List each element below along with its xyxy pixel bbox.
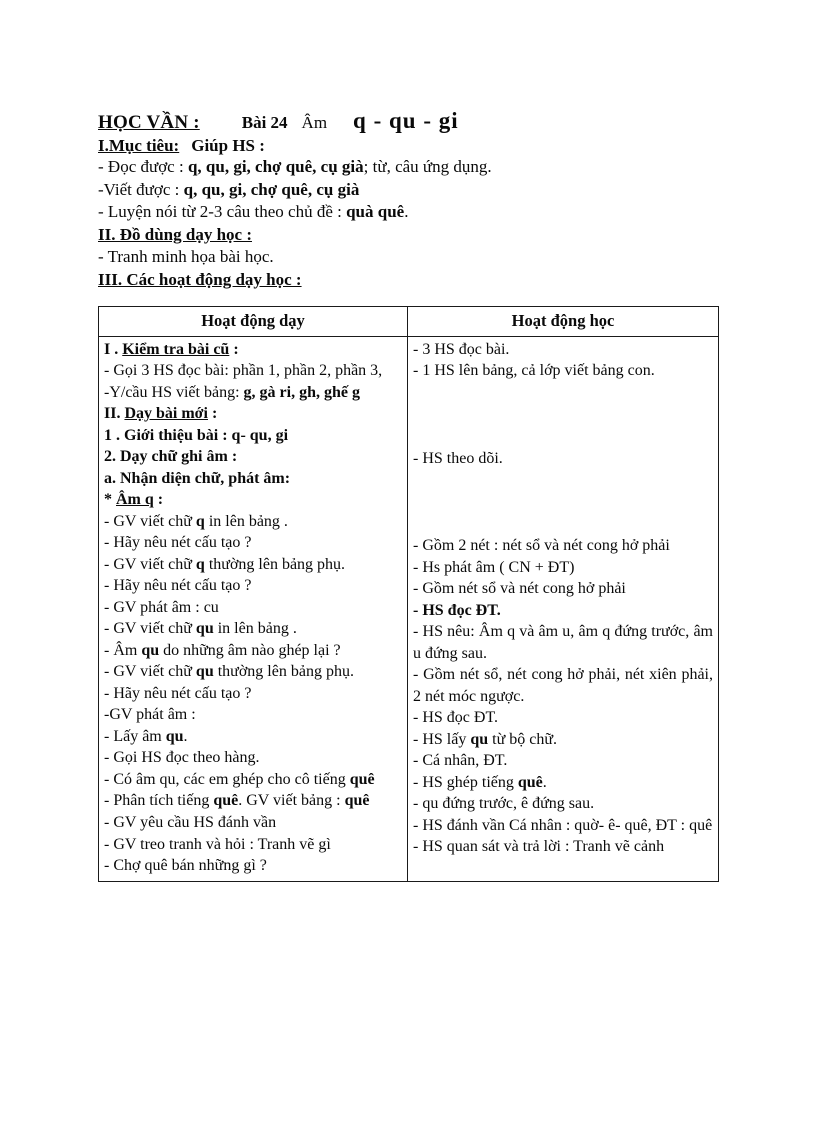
heading-phonemes: q - qu - gi <box>353 108 459 133</box>
teacher-line-17: - Hãy nêu nét cấu tạo ? <box>104 684 252 702</box>
objective-2-prefix: -Viết được : <box>98 179 184 199</box>
table-header-row <box>99 306 719 336</box>
teacher-line-8 <box>104 489 402 511</box>
column-header-teacher: Hoạt động dạy <box>99 306 408 336</box>
activities-label: III. Các hoạt động dạy học : <box>98 270 302 290</box>
cell-student-activities <box>408 336 719 881</box>
teacher-line-9-bold: q <box>195 512 205 530</box>
student-line-14: - qu đứng trước, ê đứng sau. <box>413 795 595 813</box>
teacher-line-19 <box>104 726 402 748</box>
student-line-2: - 1 HS lên bảng, cả lớp viết bảng con. <box>413 362 655 380</box>
teacher-line-2: - Gọi 3 HS đọc bài: phần 1, phần 2, phần 3, <box>104 362 383 380</box>
student-line-12: - Cá nhân, ĐT. <box>413 752 508 770</box>
teacher-line-13: - GV phát âm : cu <box>104 598 219 616</box>
teacher-line-6-text: 2. Dạy chữ ghi âm : <box>104 448 238 466</box>
heading-subject: HỌC VẦN : <box>98 112 200 133</box>
objective-1-bold: q, qu, gi, chợ quê, cụ già <box>187 157 364 176</box>
student-line-13-bold: quê <box>517 773 543 791</box>
objectives-heading <box>98 136 718 156</box>
student-line-6: - Gồm nét sổ và nét cong hở phải <box>413 580 626 598</box>
teacher-line-14-bold: qu <box>195 620 214 638</box>
cell-teacher-activities <box>99 336 408 881</box>
teacher-line-14-text: - GV viết chữ <box>104 620 196 638</box>
student-line-9: - Gồm nét sổ, nét cong hở phải, nét xiên phải, 2 nét móc ngược. <box>413 666 713 705</box>
teacher-line-21-text: - Có âm qu, các em ghép cho cô tiếng <box>104 770 350 788</box>
teacher-line-16-bold: qu <box>195 663 214 681</box>
teacher-line-22 <box>104 790 402 812</box>
document-content <box>98 108 718 882</box>
objective-1-suffix: ; từ, câu ứng dụng. <box>363 157 492 176</box>
teacher-line-1 <box>104 339 402 361</box>
teacher-line-14-tail: in lên bảng . <box>213 620 297 638</box>
cell-spacer-2 <box>413 469 713 535</box>
teacher-line-6 <box>104 446 402 468</box>
student-line-1: - 3 HS đọc bài. <box>413 340 510 358</box>
student-line-13-tail: . <box>542 773 547 791</box>
cell-spacer <box>413 382 713 448</box>
teacher-line-24: - GV treo tranh và hỏi : Tranh vẽ gì <box>104 835 331 853</box>
heading-lesson-number: Bài 24 <box>241 113 288 132</box>
document-heading <box>98 108 718 134</box>
teacher-line-23: - GV yêu cầu HS đánh vần <box>104 814 277 831</box>
teacher-line-5-text: 1 . Giới thiệu bài : q- qu, gi <box>104 426 289 444</box>
teacher-line-9-tail: in lên bảng . <box>204 512 288 530</box>
student-line-13 <box>413 772 713 794</box>
teacher-line-22-bold: quê <box>213 792 239 810</box>
student-line-5: - Hs phát âm ( CN + ĐT) <box>413 558 575 576</box>
teacher-line-4 <box>104 403 402 425</box>
materials-heading <box>98 224 718 247</box>
student-line-16: - HS quan sát và trả lời : Tranh vẽ cảnh <box>413 838 665 856</box>
objective-item-2 <box>98 179 718 202</box>
teacher-line-9 <box>104 511 402 533</box>
teacher-line-8-text: * Âm q : <box>104 491 164 509</box>
teacher-line-15-tail: do những âm nào ghép lại ? <box>159 641 341 659</box>
teacher-line-11-text: - GV viết chữ <box>104 555 196 573</box>
student-line-11-tail: từ bộ chữ. <box>488 730 558 748</box>
teacher-line-7 <box>104 468 402 490</box>
teacher-line-3-bold: g, gà ri, gh, ghế g <box>243 383 360 401</box>
teacher-line-5 <box>104 425 402 447</box>
teacher-line-10: - Hãy nêu nét cấu tạo ? <box>104 534 252 552</box>
teacher-line-19-text: - Lấy âm <box>104 727 166 745</box>
materials-item-1: - Tranh minh họa bài học. <box>98 247 274 267</box>
teacher-line-18: -GV phát âm : <box>104 706 196 724</box>
student-line-4: - Gồm 2 nét : nét sổ và nét cong hở phải <box>413 537 670 555</box>
objectives-intro: Giúp HS : <box>191 136 265 155</box>
student-line-11 <box>413 729 713 751</box>
student-line-7 <box>413 600 713 622</box>
teacher-line-11-bold: q <box>195 555 205 573</box>
teacher-line-3 <box>104 382 402 404</box>
teacher-line-11 <box>104 554 402 576</box>
teacher-line-22-bold2: quê <box>344 792 370 810</box>
teacher-line-15 <box>104 640 402 662</box>
student-line-8: - HS nêu: Âm q và âm u, âm q đứng trước, âm u đứng sau. <box>413 623 713 662</box>
teacher-line-3-text: -Y/cầu HS viết bảng: <box>104 383 244 401</box>
teacher-line-9-text: - GV viết chữ <box>104 512 196 530</box>
objectives-label: I.Mục tiêu: <box>98 136 180 155</box>
student-line-3: - HS theo dõi. <box>413 449 503 467</box>
student-line-7-text: - HS đọc ĐT. <box>413 601 501 619</box>
activities-heading <box>98 269 718 292</box>
table-row <box>99 336 719 881</box>
teacher-line-7-text: a. Nhận diện chữ, phát âm: <box>104 469 291 487</box>
objective-1-prefix: - Đọc được : <box>98 157 188 176</box>
objective-item-3 <box>98 201 718 224</box>
objective-3-bold: quà quê <box>346 202 405 222</box>
teacher-line-22-text: - Phân tích tiếng <box>104 792 214 810</box>
lesson-activities-table <box>98 306 719 882</box>
materials-label: II. Đồ dùng dạy học : <box>98 224 252 244</box>
teacher-line-25: - Chợ quê bán những gì ? <box>104 857 267 875</box>
teacher-line-16-tail: thường lên bảng phụ. <box>213 663 354 681</box>
student-line-11-bold: qu <box>470 730 489 748</box>
objective-3-prefix: - Luyện nói từ 2-3 câu theo chủ đề : <box>98 202 347 222</box>
column-header-student: Hoạt động học <box>408 306 719 336</box>
teacher-line-16 <box>104 661 402 683</box>
student-line-13-text: - HS ghép tiếng <box>413 773 518 791</box>
teacher-line-11-tail: thường lên bảng phụ. <box>204 555 346 573</box>
objective-2-bold: q, qu, gi, chợ quê, cụ già <box>183 179 360 199</box>
objective-3-suffix: . <box>404 202 409 222</box>
teacher-line-15-text: - Âm <box>104 641 142 659</box>
heading-am-label: Âm <box>301 113 328 132</box>
teacher-line-16-text: - GV viết chữ <box>104 663 196 681</box>
teacher-line-19-tail: . <box>183 727 188 745</box>
teacher-line-20: - Gọi HS đọc theo hàng. <box>104 749 260 767</box>
student-line-10: - HS đọc ĐT. <box>413 709 499 727</box>
teacher-line-21 <box>104 769 402 791</box>
student-line-15: - HS đánh vần Cá nhân : quờ- ê- quê, ĐT : quê <box>413 816 713 834</box>
teacher-line-22-tail: . GV viết bảng : <box>238 792 345 810</box>
teacher-line-15-bold: qu <box>141 641 160 659</box>
objective-item-1 <box>98 156 718 179</box>
teacher-line-14 <box>104 618 402 640</box>
teacher-line-1-text: I . Kiểm tra bài cũ : <box>104 340 239 358</box>
student-line-11-text: - HS lấy <box>413 730 471 748</box>
teacher-line-19-bold: qu <box>165 727 184 745</box>
teacher-line-4-text: II. Dạy bài mới : <box>104 405 218 423</box>
teacher-line-12: - Hãy nêu nét cấu tạo ? <box>104 577 252 595</box>
teacher-line-21-bold: quê <box>349 770 375 788</box>
